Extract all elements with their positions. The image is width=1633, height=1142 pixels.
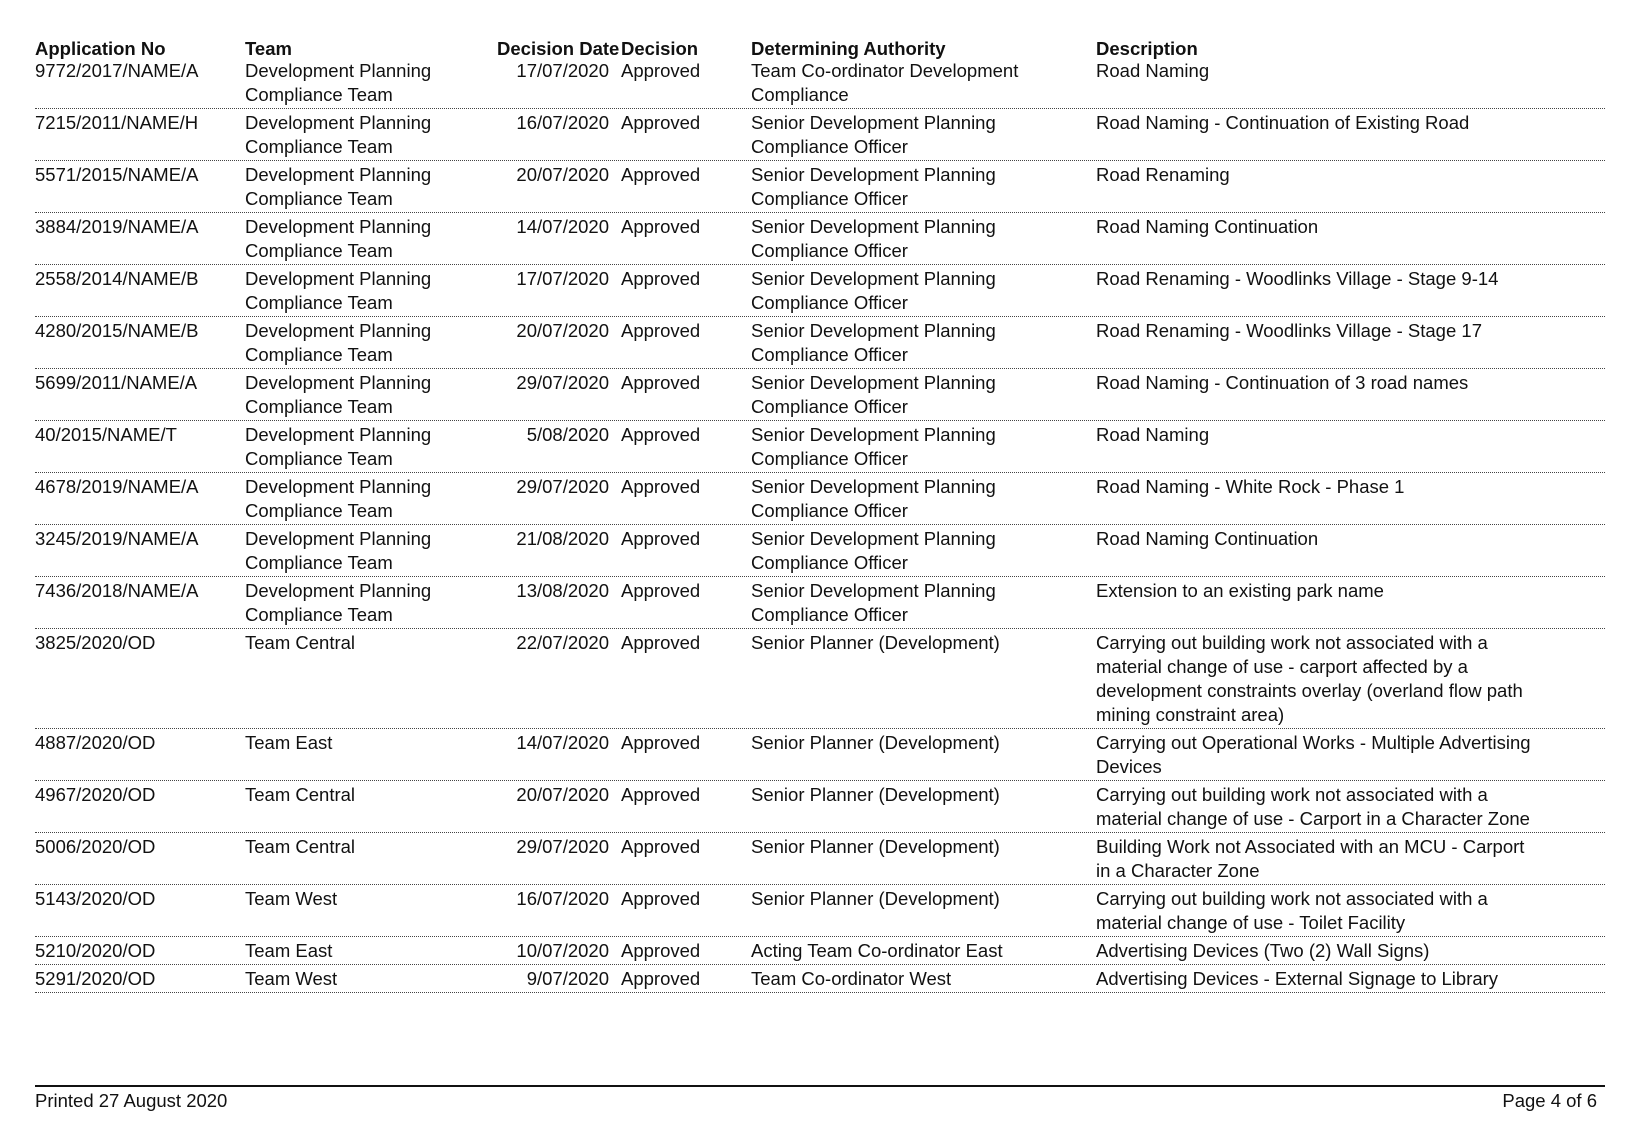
cell-application-no: 4887/2020/OD: [35, 732, 156, 753]
cell-determining-authority: Senior Planner (Development): [751, 836, 1000, 857]
cell-description: Road Naming: [1096, 60, 1210, 81]
col-header-team: Team: [245, 38, 292, 59]
cell-application-no: 4967/2020/OD: [35, 784, 156, 805]
cell-team: Development Planning Compliance Team: [245, 164, 432, 209]
cell-team: Team Central: [245, 632, 356, 653]
cell-team: Team West: [245, 888, 338, 909]
cell-team: Development Planning Compliance Team: [245, 424, 432, 469]
table-header: [35, 38, 1605, 59]
col-header-determining-authority: Determining Authority: [751, 38, 946, 59]
cell-description: Building Work not Associated with an MCU - Carport in a Character Zone: [1096, 836, 1525, 881]
table-row: [35, 423, 1605, 473]
cell-application-no: 4280/2015/NAME/B: [35, 320, 199, 341]
decisions-report: [35, 38, 1605, 995]
cell-decision-date: 20/07/2020: [516, 784, 609, 805]
cell-description: Extension to an existing park name: [1096, 580, 1384, 601]
cell-application-no: 2558/2014/NAME/B: [35, 268, 199, 289]
cell-decision: Approved: [621, 528, 701, 549]
cell-decision: Approved: [621, 732, 701, 753]
cell-decision-date: 14/07/2020: [516, 732, 609, 753]
cell-team: Development Planning Compliance Team: [245, 320, 432, 365]
table-row: [35, 631, 1605, 729]
cell-description: Road Naming - Continuation of 3 road names: [1096, 372, 1469, 393]
cell-determining-authority: Senior Planner (Development): [751, 632, 1000, 653]
table-row: [35, 835, 1605, 885]
table-body: [35, 59, 1605, 993]
cell-description: Road Naming - Continuation of Existing Road: [1096, 112, 1470, 133]
cell-decision: Approved: [621, 940, 701, 961]
cell-decision-date: 20/07/2020: [516, 164, 609, 185]
table-row: [35, 731, 1605, 781]
cell-application-no: 5699/2011/NAME/A: [35, 372, 198, 393]
cell-determining-authority: Team Co-ordinator West: [751, 968, 952, 989]
cell-determining-authority: Acting Team Co-ordinator East: [751, 940, 1003, 961]
cell-decision-date: 9/07/2020: [526, 968, 609, 989]
table-row: [35, 939, 1605, 965]
cell-decision: Approved: [621, 268, 701, 289]
cell-decision: Approved: [621, 632, 701, 653]
cell-decision: Approved: [621, 112, 701, 133]
printed-date: Printed 27 August 2020: [35, 1090, 228, 1111]
cell-determining-authority: Team Co-ordinator Development Compliance: [751, 60, 1019, 105]
cell-team: Development Planning Compliance Team: [245, 580, 432, 625]
cell-determining-authority: Senior Development Planning Compliance Officer: [751, 372, 996, 417]
cell-description: Road Naming Continuation: [1096, 528, 1319, 549]
cell-application-no: 5210/2020/OD: [35, 940, 156, 961]
cell-determining-authority: Senior Development Planning Compliance Officer: [751, 528, 996, 573]
page-footer: [35, 1085, 1605, 1112]
cell-decision-date: 29/07/2020: [516, 836, 609, 857]
col-header-decision-date: Decision Date: [497, 38, 620, 59]
table-row: [35, 967, 1605, 993]
cell-decision: Approved: [621, 476, 701, 497]
cell-determining-authority: Senior Development Planning Compliance Officer: [751, 164, 996, 209]
cell-determining-authority: Senior Development Planning Compliance Officer: [751, 424, 996, 469]
table-row: [35, 215, 1605, 265]
cell-decision: Approved: [621, 968, 701, 989]
cell-team: Team West: [245, 968, 338, 989]
cell-determining-authority: Senior Planner (Development): [751, 732, 1000, 753]
cell-determining-authority: Senior Development Planning Compliance Officer: [751, 268, 996, 313]
cell-team: Development Planning Compliance Team: [245, 268, 432, 313]
cell-application-no: 9772/2017/NAME/A: [35, 60, 199, 81]
table-row: [35, 319, 1605, 369]
cell-team: Team Central: [245, 836, 356, 857]
cell-team: Development Planning Compliance Team: [245, 528, 432, 573]
page-number: Page 4 of 6: [1502, 1090, 1597, 1111]
cell-application-no: 5006/2020/OD: [35, 836, 156, 857]
table-row: [35, 267, 1605, 317]
cell-decision: Approved: [621, 580, 701, 601]
cell-team: Development Planning Compliance Team: [245, 476, 432, 521]
cell-description: Road Naming Continuation: [1096, 216, 1319, 237]
table-row: [35, 783, 1605, 833]
cell-application-no: 40/2015/NAME/T: [35, 424, 177, 445]
table-row: [35, 579, 1605, 629]
cell-determining-authority: Senior Development Planning Compliance Officer: [751, 476, 996, 521]
cell-decision-date: 16/07/2020: [516, 112, 609, 133]
cell-team: Team East: [245, 732, 333, 753]
cell-determining-authority: Senior Planner (Development): [751, 784, 1000, 805]
cell-decision-date: 21/08/2020: [516, 528, 609, 549]
cell-description: Road Renaming - Woodlinks Village - Stage 17: [1096, 320, 1482, 341]
cell-determining-authority: Senior Development Planning Compliance Officer: [751, 580, 996, 625]
cell-determining-authority: Senior Planner (Development): [751, 888, 1000, 909]
cell-team: Team Central: [245, 784, 356, 805]
col-header-description: Description: [1096, 38, 1198, 59]
table-row: [35, 111, 1605, 161]
cell-decision: Approved: [621, 836, 701, 857]
table-row: [35, 371, 1605, 421]
cell-description: Carrying out building work not associated with a material change of use - Carport in a Character Zone: [1096, 784, 1530, 829]
cell-description: Road Naming - White Rock - Phase 1: [1096, 476, 1405, 497]
cell-application-no: 7436/2018/NAME/A: [35, 580, 199, 601]
cell-decision-date: 14/07/2020: [516, 216, 609, 237]
cell-decision-date: 17/07/2020: [516, 60, 609, 81]
cell-decision: Approved: [621, 216, 701, 237]
cell-team: Development Planning Compliance Team: [245, 216, 432, 261]
cell-decision: Approved: [621, 60, 701, 81]
table-row: [35, 59, 1605, 109]
cell-description: Road Renaming - Woodlinks Village - Stage 9-14: [1096, 268, 1499, 289]
cell-description: Road Naming: [1096, 424, 1210, 445]
cell-determining-authority: Senior Development Planning Compliance Officer: [751, 216, 996, 261]
cell-application-no: 3884/2019/NAME/A: [35, 216, 199, 237]
cell-decision-date: 29/07/2020: [516, 476, 609, 497]
cell-application-no: 3245/2019/NAME/A: [35, 528, 199, 549]
cell-application-no: 5571/2015/NAME/A: [35, 164, 199, 185]
table-row: [35, 887, 1605, 937]
cell-decision-date: 22/07/2020: [516, 632, 609, 653]
col-header-application-no: Application No: [35, 38, 166, 59]
cell-team: Development Planning Compliance Team: [245, 112, 432, 157]
cell-decision-date: 29/07/2020: [516, 372, 609, 393]
table-row: [35, 527, 1605, 577]
cell-decision-date: 16/07/2020: [516, 888, 609, 909]
cell-description: Carrying out building work not associated with a material change of use - carport affected by a development constraints overlay (overland flow path mining constraint area): [1096, 632, 1523, 725]
cell-decision-date: 20/07/2020: [516, 320, 609, 341]
cell-description: Road Renaming: [1096, 164, 1230, 185]
cell-description: Carrying out Operational Works - Multiple Advertising Devices: [1096, 732, 1531, 777]
cell-decision: Approved: [621, 424, 701, 445]
cell-description: Carrying out building work not associated with a material change of use - Toilet Facility: [1096, 888, 1488, 933]
cell-decision: Approved: [621, 784, 701, 805]
cell-description: Advertising Devices - External Signage to Library: [1096, 968, 1499, 989]
cell-team: Development Planning Compliance Team: [245, 60, 432, 105]
cell-application-no: 4678/2019/NAME/A: [35, 476, 199, 497]
cell-decision: Approved: [621, 164, 701, 185]
cell-description: Advertising Devices (Two (2) Wall Signs): [1096, 940, 1430, 961]
cell-application-no: 3825/2020/OD: [35, 632, 156, 653]
cell-team: Development Planning Compliance Team: [245, 372, 432, 417]
cell-application-no: 7215/2011/NAME/H: [35, 112, 199, 133]
col-header-decision: Decision: [621, 38, 699, 59]
cell-decision: Approved: [621, 372, 701, 393]
cell-team: Team East: [245, 940, 333, 961]
cell-application-no: 5291/2020/OD: [35, 968, 156, 989]
cell-decision: Approved: [621, 888, 701, 909]
cell-application-no: 5143/2020/OD: [35, 888, 156, 909]
cell-decision-date: 10/07/2020: [516, 940, 609, 961]
cell-decision-date: 5/08/2020: [526, 424, 609, 445]
cell-decision-date: 13/08/2020: [516, 580, 609, 601]
cell-decision: Approved: [621, 320, 701, 341]
cell-determining-authority: Senior Development Planning Compliance Officer: [751, 320, 996, 365]
table-row: [35, 163, 1605, 213]
cell-determining-authority: Senior Development Planning Compliance Officer: [751, 112, 996, 157]
cell-decision-date: 17/07/2020: [516, 268, 609, 289]
table-row: [35, 475, 1605, 525]
